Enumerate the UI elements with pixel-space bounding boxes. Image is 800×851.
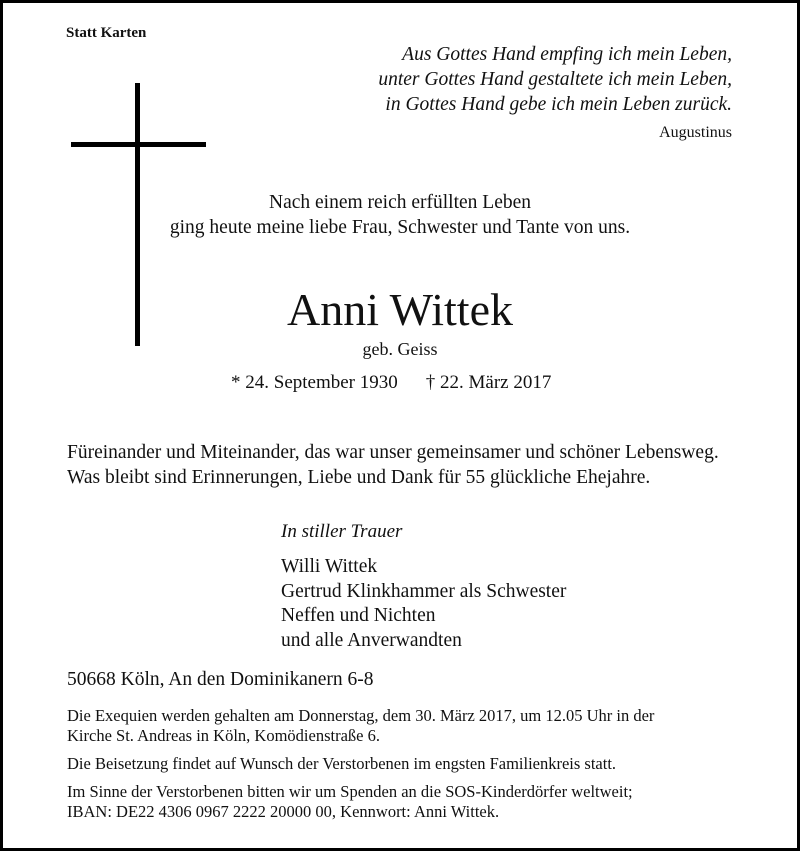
cross-icon-bar bbox=[71, 142, 206, 147]
birth-date: * 24. September 1930 bbox=[231, 372, 398, 393]
mourning-heading: In stiller Trauer bbox=[281, 521, 403, 542]
note-line: Im Sinne der Verstorbenen bitten wir um Spenden an die SOS-Kinderdörfer weltweit; bbox=[67, 782, 633, 801]
statt-karten-label: Statt Karten bbox=[66, 25, 147, 41]
note-line: Die Exequien werden gehalten am Donnerstag, dem 30. März 2017, um 12.05 Uhr in der bbox=[67, 706, 655, 725]
donation-note bbox=[67, 782, 654, 822]
mourner-name: Willi Wittek bbox=[281, 556, 378, 577]
death-date: † 22. März 2017 bbox=[425, 372, 552, 393]
quote-author: Augustinus bbox=[659, 124, 732, 141]
intro-text bbox=[166, 190, 634, 240]
intro-line: ging heute meine liebe Frau, Schwester und Tante von uns. bbox=[169, 217, 631, 238]
birth-name: geb. Geiss bbox=[362, 339, 438, 359]
note-line: Die Beisetzung findet auf Wunsch der Verstorbenen im engsten Familienkreis statt. bbox=[67, 754, 617, 773]
memorial-verse bbox=[67, 440, 719, 490]
cross-icon bbox=[135, 83, 140, 346]
quote-block bbox=[378, 42, 732, 117]
note-line: IBAN: DE22 4306 0967 2222 20000 00, Kennwort: Anni Wittek. bbox=[67, 802, 500, 821]
notes-block bbox=[67, 706, 654, 830]
note-line: Kirche St. Andreas in Köln, Komödienstraße 6. bbox=[67, 726, 380, 745]
verse-line: Füreinander und Miteinander, das war unser gemeinsamer und schöner Lebensweg. bbox=[67, 442, 719, 463]
mourner-name: Neffen und Nichten bbox=[281, 605, 436, 626]
quote-line: Aus Gottes Hand empfing ich mein Leben, bbox=[402, 44, 732, 65]
mourner-list bbox=[281, 555, 566, 653]
life-dates bbox=[231, 372, 551, 394]
verse-line: Was bleibt sind Erinnerungen, Liebe und Dank für 55 glückliche Ehejahre. bbox=[67, 467, 651, 488]
quote-line: in Gottes Hand gebe ich mein Leben zurück. bbox=[385, 94, 732, 115]
burial-note bbox=[67, 754, 654, 774]
mourner-name: und alle Anverwandten bbox=[281, 629, 462, 651]
family-address: 50668 Köln, An den Dominikanern 6-8 bbox=[67, 669, 374, 690]
intro-line: Nach einem reich erfüllten Leben bbox=[268, 192, 532, 213]
exequien-note bbox=[67, 706, 654, 746]
mourner-name: Gertrud Klinkhammer als Schwester bbox=[281, 580, 567, 602]
quote-line: unter Gottes Hand gestaltete ich mein Leben, bbox=[378, 69, 732, 90]
deceased-name: Anni Wittek bbox=[286, 284, 513, 335]
